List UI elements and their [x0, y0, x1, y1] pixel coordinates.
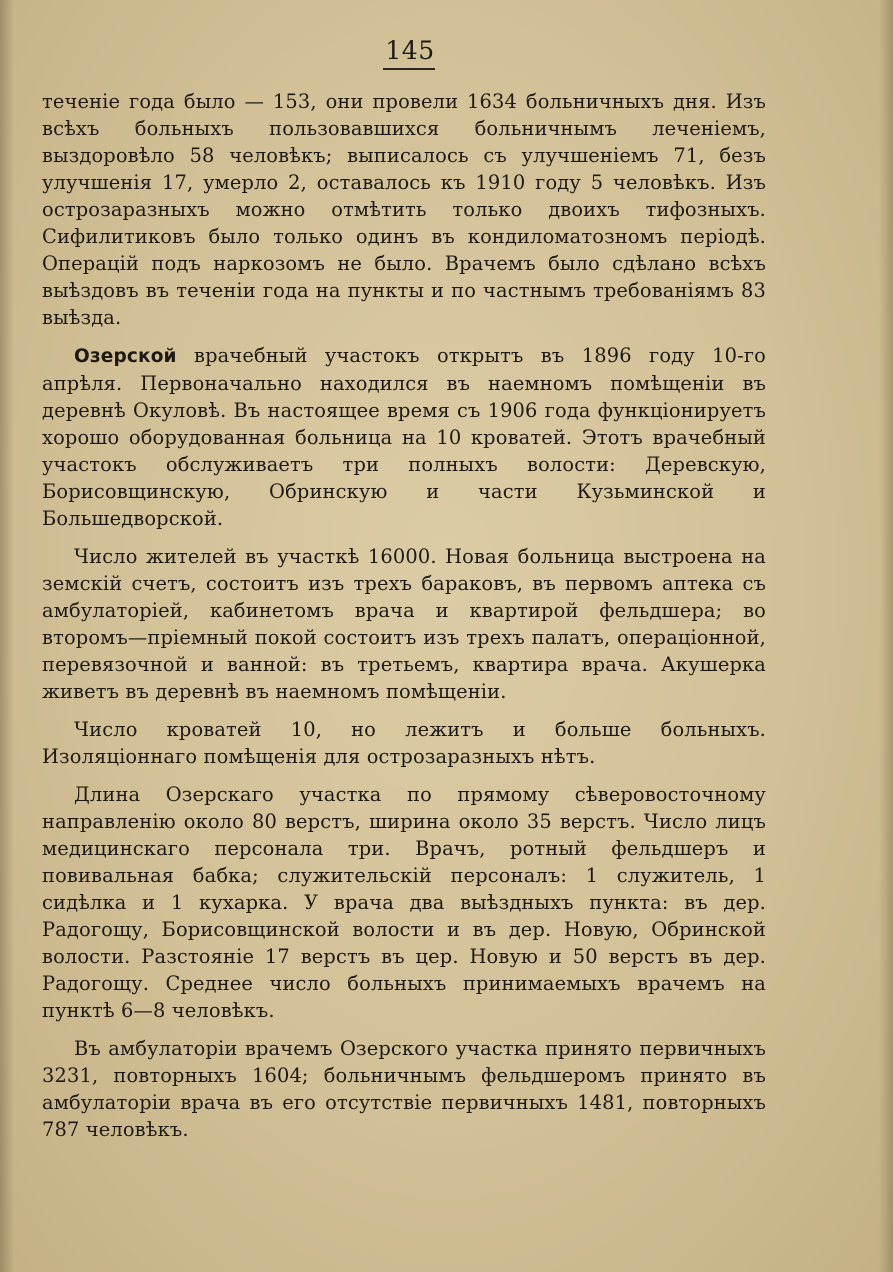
- paragraph-2-lead: Озерской: [74, 346, 177, 367]
- page-edge-left: [0, 0, 14, 1272]
- paragraph-2-text: врачебный участокъ открытъ въ 1896 году 10-го апрѣля. Первоначально находился въ наемномъ помѣщеніи въ деревнѣ Окуловѣ. Въ настоящее время съ 1906 года функціонируетъ хорошо оборудованная больница на 10 кроватей. Этотъ врачебный участокъ обслуживаетъ три полныхъ волости: Деревскую, Борисовщинскую, Обринскую и части Кузьминской и Большедворской.: [42, 344, 766, 530]
- paragraph-3-text: Число жителей въ участкѣ 16000. Новая больница выстроена на земскій счетъ, состоитъ изъ трехъ бараковъ, въ первомъ аптека съ амбулаторіей, кабинетомъ врача и квартирой фельдшера; во второмъ—пріемный покой состоитъ изъ трехъ палатъ, операціонной, перевязочной и ванной: въ третьемъ, квартира врача. Акушерка живетъ въ деревнѣ въ наемномъ помѣщеніи.: [42, 545, 766, 703]
- page-edge-right: [879, 0, 893, 1272]
- paragraph-6-text: Въ амбулаторіи врачемъ Озерского участка принято первичныхъ 3231, повторныхъ 1604; больничнымъ фельдшеромъ принято въ амбулаторіи врача въ его отсутствіе первичныхъ 1481, повторныхъ 787 человѣкъ.: [42, 1037, 766, 1141]
- page-number: 145: [385, 36, 435, 65]
- paragraph-1: [42, 88, 766, 331]
- paragraph-4: [42, 716, 766, 770]
- paragraph-6: [42, 1035, 766, 1143]
- paragraph-4-text: Число кроватей 10, но лежитъ и больше больныхъ. Изоляціоннаго помѣщенія для острозаразныхъ нѣтъ.: [42, 718, 766, 768]
- body-text: [42, 88, 766, 1154]
- paragraph-1-text: теченіе года было — 153, они провели 1634 больничныхъ дня. Изъ всѣхъ больныхъ пользовавшихся больничнымъ леченіемъ, выздоровѣло 58 человѣкъ; выписалось съ улучшеніемъ 71, безъ улучшенія 17, умерло 2, оставалось къ 1910 году 5 человѣкъ. Изъ острозаразныхъ можно отмѣтить только двоихъ тифозныхъ. Сифилитиковъ было только одинъ въ кондиломатозномъ періодѣ. Операцій подъ наркозомъ не было. Врачемъ было сдѣлано всѣхъ выѣздовъ въ теченіи года на пункты и по частнымъ требованіямъ 83 выѣзда.: [42, 90, 766, 329]
- paragraph-2: [42, 342, 766, 532]
- paragraph-5: [42, 781, 766, 1024]
- paragraph-3: [42, 543, 766, 705]
- paragraph-5-text: Длина Озерскаго участка по прямому сѣверовосточному направленію около 80 верстъ, ширина около 35 верстъ. Число лицъ медицинскаго персонала три. Врачъ, ротный фельдшеръ и повивальная бабка; служительскій персоналъ: 1 служитель, 1 сидѣлка и 1 кухарка. У врача два выѣздныхъ пункта: въ дер. Радогощу, Борисовщинской волости и въ дер. Новую, Обринской волости. Разстояніе 17 верстъ въ цер. Новую и 50 верстъ въ дер. Радогощу. Среднее число больныхъ принимаемыхъ врачемъ на пунктѣ 6—8 человѣкъ.: [42, 783, 766, 1022]
- page-number-rule: [383, 68, 435, 70]
